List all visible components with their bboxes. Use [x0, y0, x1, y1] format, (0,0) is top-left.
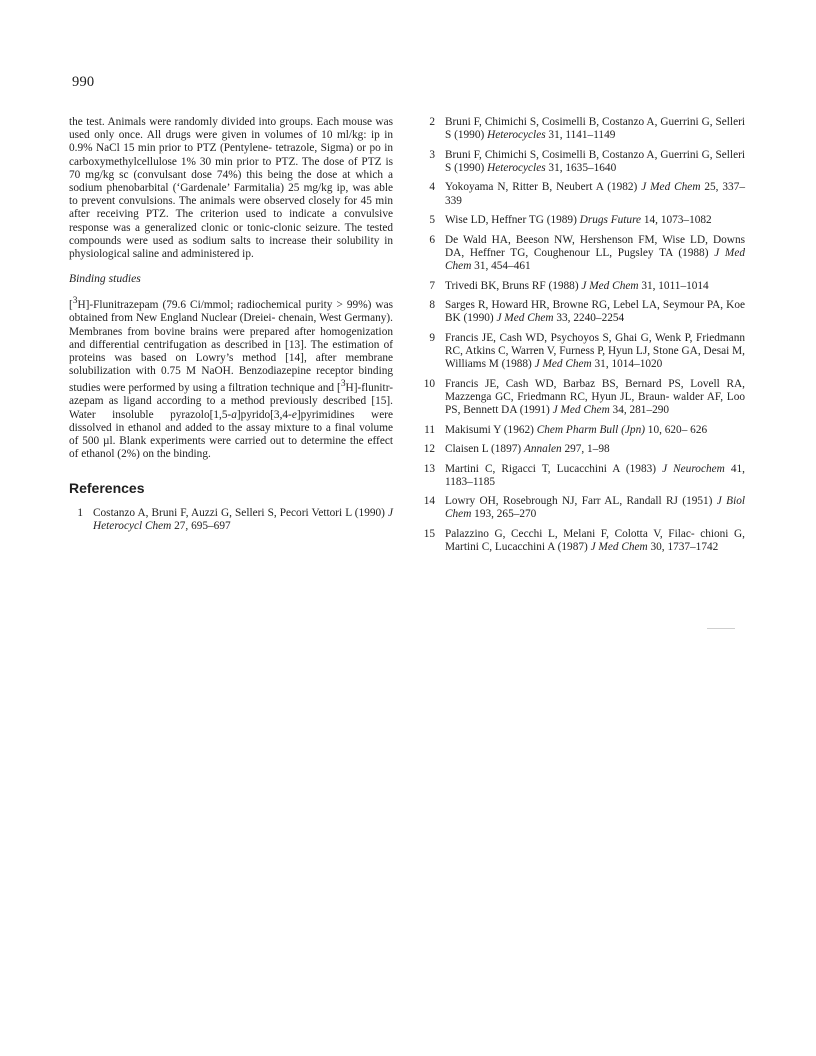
reference-number: 14 [423, 495, 435, 508]
reference-authors: Martini C, Rigacci T, Lucacchini A (1983) [445, 462, 663, 475]
reference-authors: Palazzino G, Cecchi L, Melani F, Colotta V, Filac- chioni G, Martini C, Lucacchini A (1987) [445, 527, 745, 554]
binding-studies-paragraph: [$^3$H]-Flunitrazepam (79.6 Ci/mmol; radiochemical purity > 99%) was obtained from New England Nuclear (Dreiei- chenain, West Germany). Membranes from bovine brains were prepared after homogenization and differential centrifugation as described in [13]. The estimation of proteins was based on Lowry’s method [14], after membrane solubilization with 0.75 M NaOH. Benzodiazepine receptor binding studies were performed by using a filtration technique and [$^3$H]-flunitr- azepam as ligand according to a method previously described [15]. Water insoluble pyrazolo[1,5-a]pyrido[3,4-e]pyrimidines were dissolved in ethanol and added to the assay mixture to a final volume of 500 µl. Blank experiments were carried out to determine the effect of ethanol (2%) on the binding. [69, 296, 393, 461]
reference-number: 6 [429, 233, 435, 246]
reference-volume-pages: 31, 454–461 [471, 260, 531, 273]
reference-volume-pages: 31, 1141–1149 [545, 129, 616, 142]
reference-item [421, 443, 745, 456]
binding-studies-heading: Binding studies [69, 272, 141, 286]
binding-text-c: ]pyrido[3,4- [236, 408, 292, 421]
reference-number: 8 [429, 299, 435, 312]
reference-authors: Francis JE, Cash WD, Barbaz BS, Bernard PS, Lovell RA, Mazzenga GC, Friedmann RC, Hyun JL, Braun- walder AF, Loo PS, Bennett DA (1991) [445, 377, 745, 417]
reference-journal: J Med Chem [581, 279, 639, 292]
reference-item [421, 280, 745, 293]
reference-journal: J Neurochem [662, 462, 725, 475]
reference-item [421, 378, 745, 418]
reference-journal: J Med Chem [496, 312, 554, 325]
reference-journal: J Biol Chem [445, 495, 746, 521]
reference-authors: Costanzo A, Bruni F, Auzzi G, Selleri S, Pecori Vettori L (1990) [93, 506, 388, 519]
reference-item [421, 181, 745, 207]
reference-authors: Trivedi BK, Bruns RF (1988) [445, 279, 582, 292]
reference-number: 1 [77, 506, 83, 519]
reference-authors: De Wald HA, Beeson NW, Hershenson FM, Wise LD, Downs DA, Heffner TG, Coughenour LL, Pugsley TA (1988) [445, 233, 745, 259]
reference-authors: Lowry OH, Rosebrough NJ, Farr AL, Randall RJ (1951) [445, 495, 717, 508]
reference-item [421, 528, 745, 554]
reference-authors: Francis JE, Cash WD, Psychoyos S, Ghai G, Wenk P, Friedmann RC, Atkins C, Warren V, Furness P, Hyun LJ, Stone GA, Desai M, Williams M (1988) [445, 331, 745, 371]
reference-volume-pages: 27, 695–697 [171, 519, 231, 532]
reference-authors: Makisumi Y (1962) [445, 423, 537, 436]
reference-number: 11 [424, 423, 435, 436]
superscript: 3 [340, 379, 346, 390]
reference-authors: Yokoyama N, Ritter B, Neubert A (1982) [445, 181, 642, 194]
reference-volume-pages: 31, 1011–1014 [638, 279, 709, 292]
binding-text-d: ]pyrimidines were dissolved in ethanol and added to the assay mixture to a final volume of 500 µl. Blank experiments were carried out to determine the effect of ethanol (2%) on the binding. [69, 408, 393, 461]
reference-number: 13 [423, 462, 435, 475]
reference-volume-pages: 31, 1635–1640 [545, 161, 617, 174]
reference-number: 7 [429, 279, 435, 292]
reference-authors: Bruni F, Chimichi S, Cosimelli B, Costanzo A, Guerrini G, Selleri S (1990) [445, 148, 745, 174]
reference-volume-pages: 41, 1183–1185 [445, 462, 745, 488]
reference-volume-pages: 25, 337–339 [445, 181, 746, 207]
reference-list [421, 116, 745, 554]
reference-number: 10 [423, 377, 435, 390]
reference-item [421, 116, 745, 142]
reference-journal: Drugs Future [579, 214, 642, 227]
italic-letter: e [291, 408, 297, 421]
reference-volume-pages: 10, 620– 626 [644, 423, 708, 436]
reference-authors: Claisen L (1897) [445, 443, 524, 456]
reference-number: 12 [423, 443, 435, 456]
reference-volume-pages: 30, 1737–1742 [647, 541, 719, 554]
binding-text-b: H]-flunitr- azepam as ligand according to a method previously described [15]. Water insoluble pyrazolo[1,5- [69, 382, 393, 421]
reference-volume-pages: 33, 2240–2254 [553, 312, 625, 325]
binding-text-a: H]-Flunitrazepam (79.6 Ci/mmol; radiochemical purity > 99%) was obtained from New England Nuclear (Dreiei- chenain, West Germany). Membranes from bovine brains were prepared after homogenization and differential centrifugation as described in [13]. The estimation of proteins was based on Lowry’s method [14], after membrane solubilization with 0.75 M NaOH. Benzodiazepine receptor binding studies were performed by using a filtration technique and [ [69, 299, 393, 395]
reference-item [421, 234, 745, 274]
left-column [69, 116, 393, 539]
reference-journal: J Med Chem [590, 541, 648, 554]
reference-number: 5 [429, 214, 435, 227]
reference-journal: Annalen [523, 443, 562, 456]
reference-journal: J Med Chem [641, 181, 701, 194]
reference-item [69, 507, 393, 533]
reference-number: 4 [429, 181, 435, 194]
reference-volume-pages: 297, 1–98 [561, 443, 610, 456]
italic-letter: a [231, 408, 237, 421]
reference-item [421, 299, 745, 325]
reference-journal: J Med Chem [552, 404, 610, 417]
decorative-rule [707, 628, 735, 629]
reference-item [421, 495, 745, 521]
reference-journal: Heterocycles [487, 129, 546, 142]
reference-authors: Sarges R, Howard HR, Browne RG, Lebel LA, Seymour PA, Koe BK (1990) [445, 299, 745, 325]
reference-authors: Wise LD, Heffner TG (1989) [445, 214, 580, 227]
reference-item [421, 214, 745, 227]
reference-item [421, 463, 745, 489]
reference-journal: J Med Chem [445, 246, 745, 273]
superscript: 3 [72, 296, 78, 307]
reference-number: 9 [429, 331, 435, 344]
reference-journal: J Heterocycl Chem [93, 506, 393, 532]
reference-journal: J Med Chem [534, 358, 592, 371]
methods-paragraph: the test. Animals were randomly divided into groups. Each mouse was used only once. All drugs were given in volumes of 10 ml/kg: ip in 0.9% NaCl 15 min prior to PTZ (Pentylene- tetrazole, Sigma) or po in carboxymethylcellulose 1% 30 min prior to PTZ. The dose of PTZ is 70 mg/kg sc (convulsant dose 74%) this being the dose at which a sodium phenobarbital (‘Gardenale’ Farmitalia) 25 mg/kg ip, was able to prevent convulsions. The animals were observed closely for 45 min after receiving PTZ. The criterion used to indicate a convulsive response was a generalized clonic or tonic-clonic seizure. The tested compounds were used as sodium salts to increase their solubility in physiological saline and administered ip. [69, 116, 393, 261]
reference-number: 2 [429, 116, 435, 128]
reference-journal: Heterocycles [487, 161, 546, 174]
reference-volume-pages: 14, 1073–1082 [641, 214, 712, 227]
right-column [421, 116, 745, 561]
reference-volume-pages: 31, 1014–1020 [591, 358, 663, 371]
reference-authors: Bruni F, Chimichi S, Cosimelli B, Costanzo A, Guerrini G, Selleri S (1990) [445, 116, 745, 142]
reference-journal: Chem Pharm Bull (Jpn) [536, 423, 645, 436]
reference-number: 15 [423, 527, 435, 540]
reference-volume-pages: 193, 265–270 [471, 508, 537, 521]
reference-item [421, 332, 745, 372]
reference-item [421, 149, 745, 175]
references-heading: References [69, 480, 145, 497]
page-number: 990 [72, 74, 95, 90]
reference-number: 3 [429, 148, 435, 161]
reference-volume-pages: 34, 281–290 [609, 404, 670, 417]
reference-item [421, 424, 745, 437]
